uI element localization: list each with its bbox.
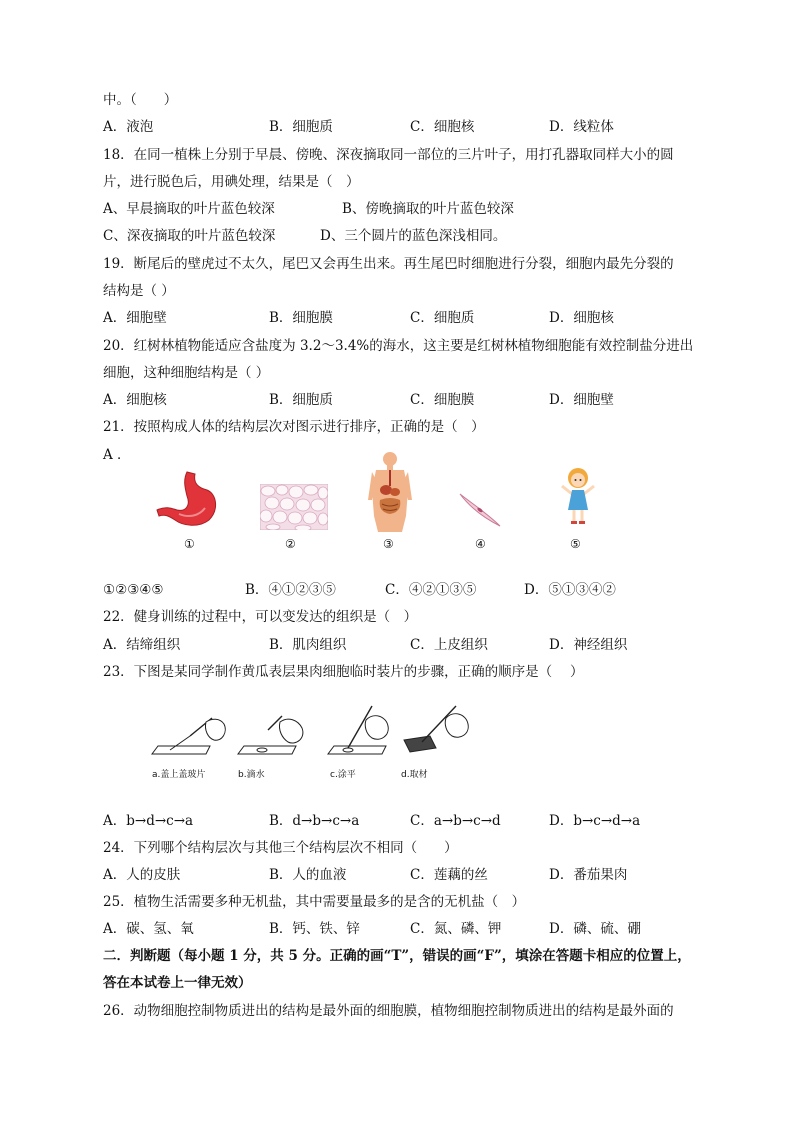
q25-option-d[interactable]: D．磷、硫、硼 — [549, 921, 641, 937]
step-b-label: b.滴水 — [238, 770, 265, 780]
q23-option-b[interactable]: B．d→b→c→a — [269, 813, 360, 829]
step-d-label: d.取材 — [401, 770, 428, 780]
q25-option-b[interactable]: B．钙、铁、锌 — [269, 921, 360, 937]
q21-stem: 21．按照构成人体的结构层次对图示进行排序，正确的是（ ） — [103, 419, 485, 435]
step-b-image — [236, 712, 316, 762]
fig-num-2: ② — [285, 537, 296, 551]
q20-option-b[interactable]: B．细胞质 — [269, 392, 333, 408]
fig-num-3: ③ — [383, 537, 394, 551]
section-2-heading-line2: 答在本试卷上一律无效） — [103, 975, 252, 991]
step-d-image — [400, 700, 480, 762]
q21-a-label: A ． — [103, 447, 131, 463]
muscle-cell-image — [458, 492, 502, 528]
fig-num-4: ④ — [475, 537, 486, 551]
q23-option-c[interactable]: C．a→b→c→d — [410, 813, 501, 829]
tissue-image — [260, 484, 328, 530]
q21-option-c[interactable]: C．④②①③⑤ — [385, 582, 477, 598]
step-a-image — [150, 712, 230, 762]
q20-option-a[interactable]: A．细胞核 — [103, 392, 167, 408]
q24-option-a[interactable]: A．人的皮肤 — [103, 867, 181, 883]
q23-stem: 23．下图是某同学制作黄瓜表层果肉细胞临时装片的步骤，正确的顺序是（ ） — [103, 664, 584, 680]
q19-option-b[interactable]: B．细胞膜 — [269, 310, 333, 326]
q20-option-d[interactable]: D．细胞壁 — [549, 392, 614, 408]
q24-option-d[interactable]: D．番茄果肉 — [549, 867, 628, 883]
fig-num-1: ① — [184, 537, 195, 551]
q19-stem-line1: 19．断尾后的壁虎过不太久，尾巴又会再生出来。再生尾巴时细胞进行分裂，细胞内最先分裂的 — [103, 256, 674, 272]
q20-option-c[interactable]: C．细胞膜 — [410, 392, 475, 408]
continued-stem: 中。（ ） — [103, 92, 178, 108]
q24-option-b[interactable]: B．人的血液 — [269, 867, 347, 883]
step-c-image — [326, 702, 406, 762]
q18-option-b[interactable]: B、傍晚摘取的叶片蓝色较深 — [342, 201, 514, 217]
section-2-heading-line1: 二．判断题（每小题 1 分，共 5 分。正确的画“T”，错误的画“F”，填涂在答题卡相应的位置上， — [103, 948, 691, 964]
q18-option-c[interactable]: C、深夜摘取的叶片蓝色较深 — [103, 228, 276, 244]
q20-stem-line1: 20．红树林植物能适应含盐度为 3.2～3.4%的海水，这主要是红树林植物细胞能有效控制盐分进出 — [103, 338, 694, 354]
q24-option-c[interactable]: C．莲藕的丝 — [410, 867, 488, 883]
q18-stem-line2: 片，进行脱色后，用碘处理，结果是（ ） — [103, 174, 360, 190]
q17-option-a[interactable]: A．液泡 — [103, 119, 154, 135]
q22-option-c[interactable]: C．上皮组织 — [410, 637, 488, 653]
q19-option-d[interactable]: D．细胞核 — [549, 310, 614, 326]
q25-stem: 25．植物生活需要多种无机盐，其中需要量最多的是含的无机盐（ ） — [103, 894, 526, 910]
human-body-image — [366, 450, 414, 534]
q21-option-a[interactable]: ①②③④⑤ — [103, 582, 164, 598]
stomach-image — [155, 470, 221, 530]
q25-option-a[interactable]: A．碳、氢、氧 — [103, 921, 194, 937]
q17-option-d[interactable]: D．线粒体 — [549, 119, 614, 135]
fig-num-5: ⑤ — [570, 537, 581, 551]
q22-option-a[interactable]: A．结缔组织 — [103, 637, 181, 653]
q18-option-d[interactable]: D、三个圆片的蓝色深浅相同。 — [320, 228, 507, 244]
q17-option-c[interactable]: C．细胞核 — [410, 119, 475, 135]
q21-option-b[interactable]: B．④①②③⑤ — [245, 582, 336, 598]
q23-option-d[interactable]: D．b→c→d→a — [549, 813, 641, 829]
girl-image — [556, 464, 604, 526]
step-c-label: c.涂平 — [330, 770, 356, 780]
q23-option-a[interactable]: A．b→d→c→a — [103, 813, 194, 829]
q21-option-d[interactable]: D．⑤①③④② — [524, 582, 616, 598]
q19-option-c[interactable]: C．细胞质 — [410, 310, 475, 326]
q24-stem: 24．下列哪个结构层次与其他三个结构层次不相同（ ） — [103, 840, 458, 856]
q18-option-a[interactable]: A、早晨摘取的叶片蓝色较深 — [103, 201, 275, 217]
step-a-label: a.盖上盖玻片 — [152, 770, 206, 780]
q17-option-b[interactable]: B．细胞质 — [269, 119, 333, 135]
q26-stem: 26．动物细胞控制物质进出的结构是最外面的细胞膜，植物细胞控制物质进出的结构是最外面的 — [103, 1003, 674, 1019]
q22-option-d[interactable]: D．神经组织 — [549, 637, 628, 653]
q19-stem-line2: 结构是（ ） — [103, 283, 175, 299]
q20-stem-line2: 细胞，这种细胞结构是（ ） — [103, 365, 270, 381]
q22-option-b[interactable]: B．肌肉组织 — [269, 637, 347, 653]
q18-stem-line1: 18．在同一植株上分别于早晨、傍晚、深夜摘取同一部位的三片叶子，用打孔器取同样大小的圆 — [103, 147, 674, 163]
q19-option-a[interactable]: A．细胞壁 — [103, 310, 167, 326]
q22-stem: 22．健身训练的过程中，可以变发达的组织是（ ） — [103, 609, 418, 625]
q25-option-c[interactable]: C．氮、磷、钾 — [410, 921, 502, 937]
